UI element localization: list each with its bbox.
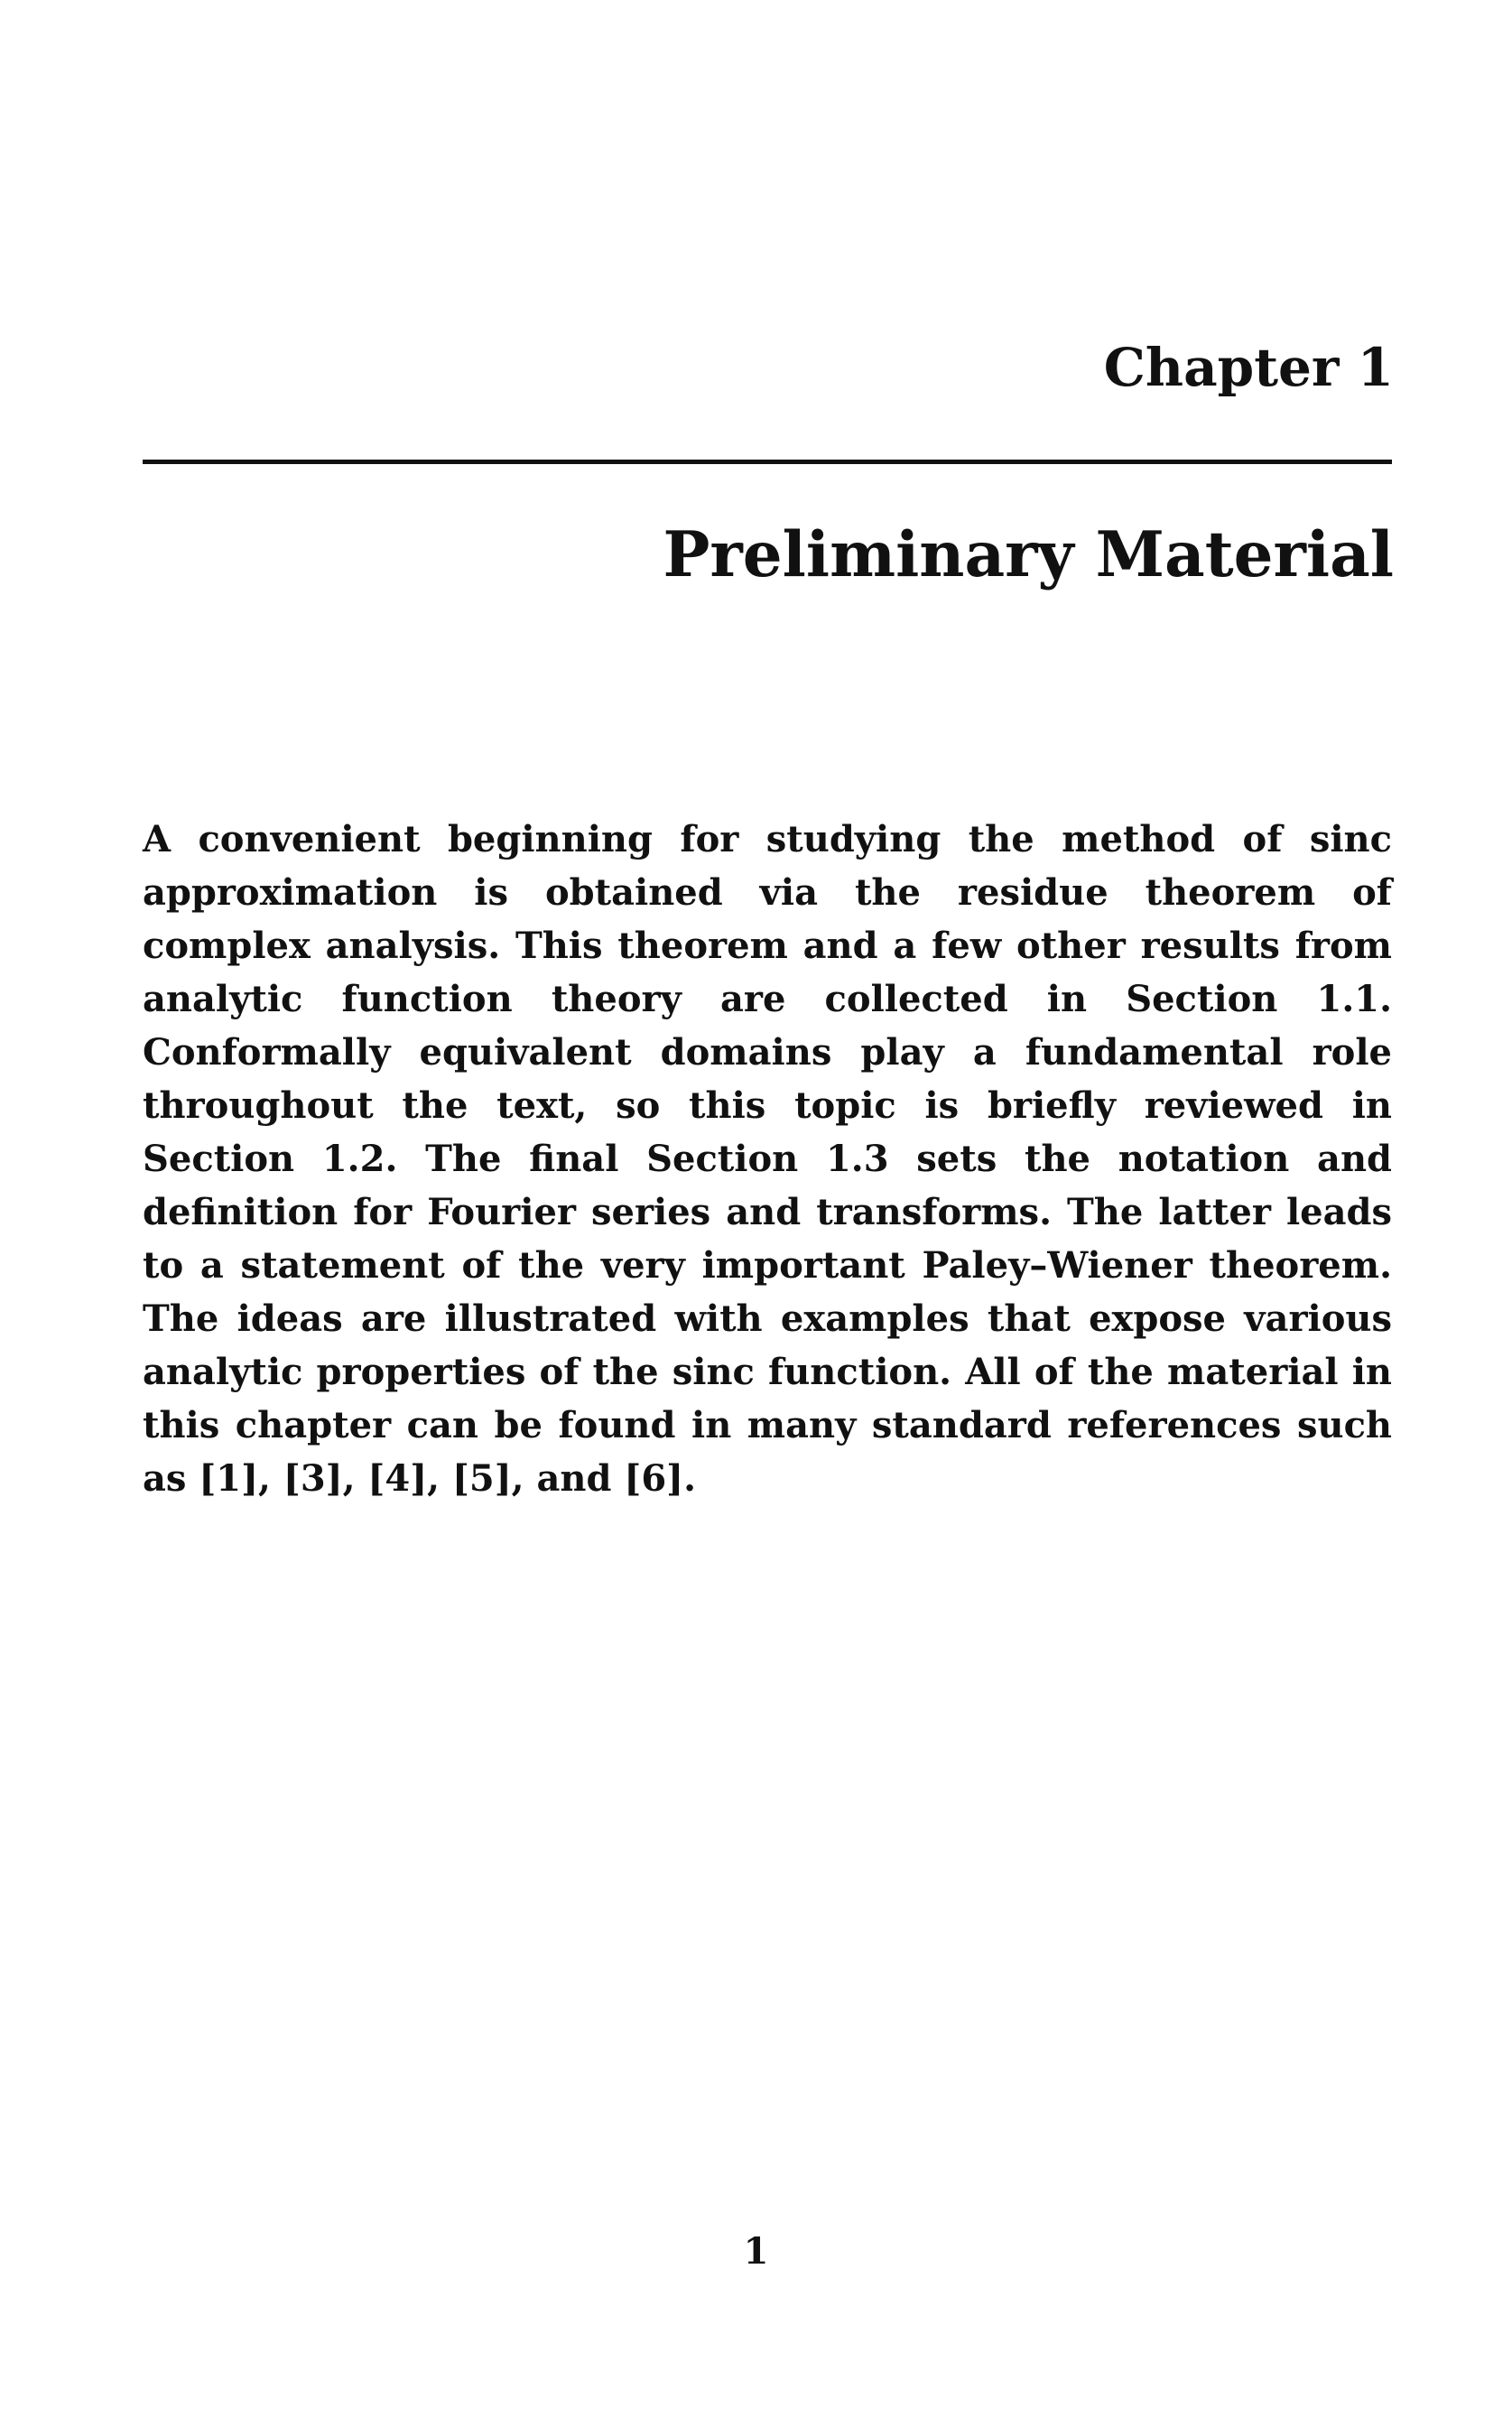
intro-paragraph: A convenient beginning for studying the method of sinc approximation is obtained via the residue theorem of complex analysis. This theorem and a few other results from analytic function theory are collected in Section 1.1. Conformally equivalent domains play a fundamental role throughout the text, so this topic is briefly reviewed in Section 1.2. The final Section 1.3 sets the notation and definition for Fourier series and transforms. The latter leads to a statement of the very important Paley–Wiener theorem. The ideas are illustrated with examples that expose various analytic properties of the sinc function. All of the material in this chapter can be found in many standard references such as [1], [3], [4], [5], and [6]. (143, 818, 1392, 1500)
chapter-title: Preliminary Material (663, 518, 1394, 591)
chapter-rule (143, 460, 1392, 464)
chapter-label: Chapter 1 (1103, 337, 1394, 398)
page-number: 1 (743, 2230, 769, 2273)
